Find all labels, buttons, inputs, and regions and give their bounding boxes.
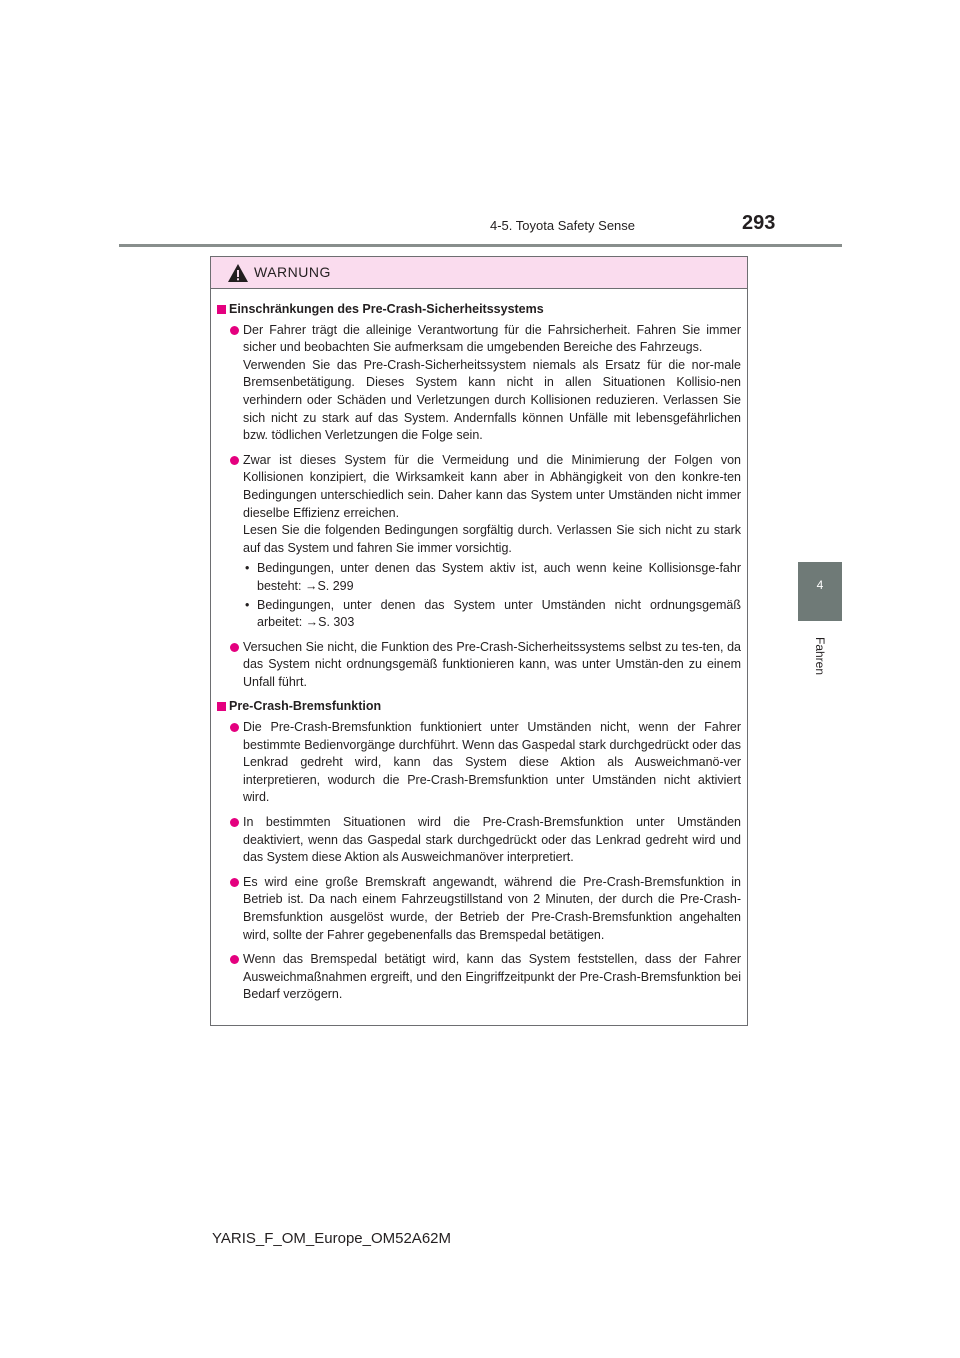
- page-number: 293: [742, 212, 776, 234]
- section-heading: [217, 698, 741, 716]
- circle-bullet-icon: [230, 955, 239, 964]
- item-paragraph: Der Fahrer trägt die alleinige Verantwortung für die Fahrsicherheit. Fahren Sie immer sicher und beobachten Sie aufmerksam die umgebenden Bereiche des Fahrzeugs.: [243, 322, 741, 355]
- circle-bullet-icon: [230, 818, 239, 827]
- item-paragraph: Verwenden Sie das Pre-Crash-Sicherheitssystem niemals als Ersatz für die nor-male Bremsenbetätigung. Dieses System kann nicht in allen Situationen Kollisio-nen verhindern oder Schäden und Verletzungen durch Kollisionen reduzieren. Verlassen Sie sich nicht zu stark auf das System. Andernfalls können Unfälle mit lebensgefährlichen bzw. tödlichen Verletzungen die Folge sein.: [243, 357, 741, 443]
- section-heading-text: Pre-Crash-Bremsfunktion: [229, 699, 382, 714]
- chapter-label-text: Fahren: [813, 636, 827, 676]
- chapter-tab-number: 4: [816, 578, 824, 592]
- warning-triangle-icon: [227, 263, 249, 283]
- list-item: [217, 452, 741, 632]
- circle-bullet-icon: [230, 456, 239, 465]
- warning-content: [211, 289, 747, 1004]
- bullet-icon: •: [245, 597, 250, 612]
- item-paragraph: In bestimmten Situationen wird die Pre-Crash-Bremsfunktion unter Umständen deaktiviert, wenn das Gaspedal stark durchgedrückt oder das Lenkrad gedreht wird und das System diese Aktion als Ausweichmanöver interpretiert.: [243, 815, 741, 865]
- sub-list-item: [243, 597, 741, 632]
- item-paragraph: Versuchen Sie nicht, die Funktion des Pre-Crash-Sicherheitssystems selbst zu tes-ten, da das System nicht ordnungsgemäß funktionieren kann, was unter Umstän-den zu einem Unfall führt.: [243, 639, 741, 689]
- item-paragraph: Es wird eine große Bremskraft angewandt, während die Pre-Crash-Bremsfunktion in Betrieb ist. Da nach einem Fahrzeugstillstand von 2 Minuten, der durch die Pre-Crash-Bremsfunktion ausgelöst wurde, der Betrieb der Pre-Crash-Bremsfunktion angehalten wird, sollte der Fahrer gegebenenfalls das Bremspedal betätigen.: [243, 874, 741, 942]
- item-paragraph: Wenn das Bremspedal betätigt wird, kann das System feststellen, dass der Fahrer Ausweichmaßnahmen ergreift, und den Eingriffzeitpunkt der Pre-Crash-Bremsfunktion bei Bedarf verzögern.: [243, 952, 741, 1002]
- list-item: [217, 322, 741, 445]
- list-item: [217, 874, 741, 944]
- item-paragraph: Die Pre-Crash-Bremsfunktion funktioniert unter Umständen nicht, wenn der Fahrer bestimmte Bedienvorgänge durchführt. Wenn das Gaspedal stark durchgedrückt oder das Lenkrad gedreht wird, kann das System diese Aktion als Ausweichmanö-ver interpretieren, wodurch die Pre-Crash-Bremsfunktion unter Umständen nicht aktiviert wird.: [243, 720, 741, 805]
- circle-bullet-icon: [230, 723, 239, 732]
- section-heading: [217, 301, 741, 319]
- sub-list-item: [243, 560, 741, 595]
- list-item: [217, 951, 741, 1004]
- circle-bullet-icon: [230, 326, 239, 335]
- sub-list-item-text: Bedingungen, unter denen das System aktiv ist, auch wenn keine Kollisionsge-fahr besteht: →S. 299: [257, 561, 741, 593]
- document-code: YARIS_F_OM_Europe_OM52A62M: [212, 1230, 451, 1247]
- warning-box: [210, 256, 748, 1026]
- square-bullet-icon: [217, 702, 226, 711]
- sub-list-item-text: Bedingungen, unter denen das System unter Umständen nicht ordnungsgemäß arbeitet: →S. 303: [257, 597, 741, 630]
- list-item: [217, 719, 741, 807]
- item-paragraph: Lesen Sie die folgenden Bedingungen sorgfältig durch. Verlassen Sie sich nicht zu stark auf das System und fahren Sie immer vorsichtig.: [243, 523, 741, 555]
- item-paragraph: Zwar ist dieses System für die Vermeidung und die Minimierung der Folgen von Kollisionen konzipiert, die Wirksamkeit kann aber in Abhängigkeit von den konkre-ten Bedingungen unterschiedlich sein. Daher kann das System unter Umständen nicht immer dieselbe Effizienz erreichen.: [243, 452, 741, 520]
- header-section-title: 4-5. Toyota Safety Sense: [490, 218, 636, 233]
- section-heading-text: Einschränkungen des Pre-Crash-Sicherheitssystems: [229, 302, 544, 316]
- chapter-label: [790, 636, 850, 676]
- list-item: [217, 814, 741, 867]
- sub-list: [243, 560, 741, 631]
- warning-header: [211, 257, 747, 289]
- list-item: [217, 639, 741, 692]
- square-bullet-icon: [217, 305, 226, 314]
- warning-title: WARNUNG: [254, 264, 331, 280]
- circle-bullet-icon: [230, 643, 239, 652]
- header-rule: [119, 244, 842, 247]
- bullet-icon: •: [245, 561, 250, 576]
- circle-bullet-icon: [230, 878, 239, 887]
